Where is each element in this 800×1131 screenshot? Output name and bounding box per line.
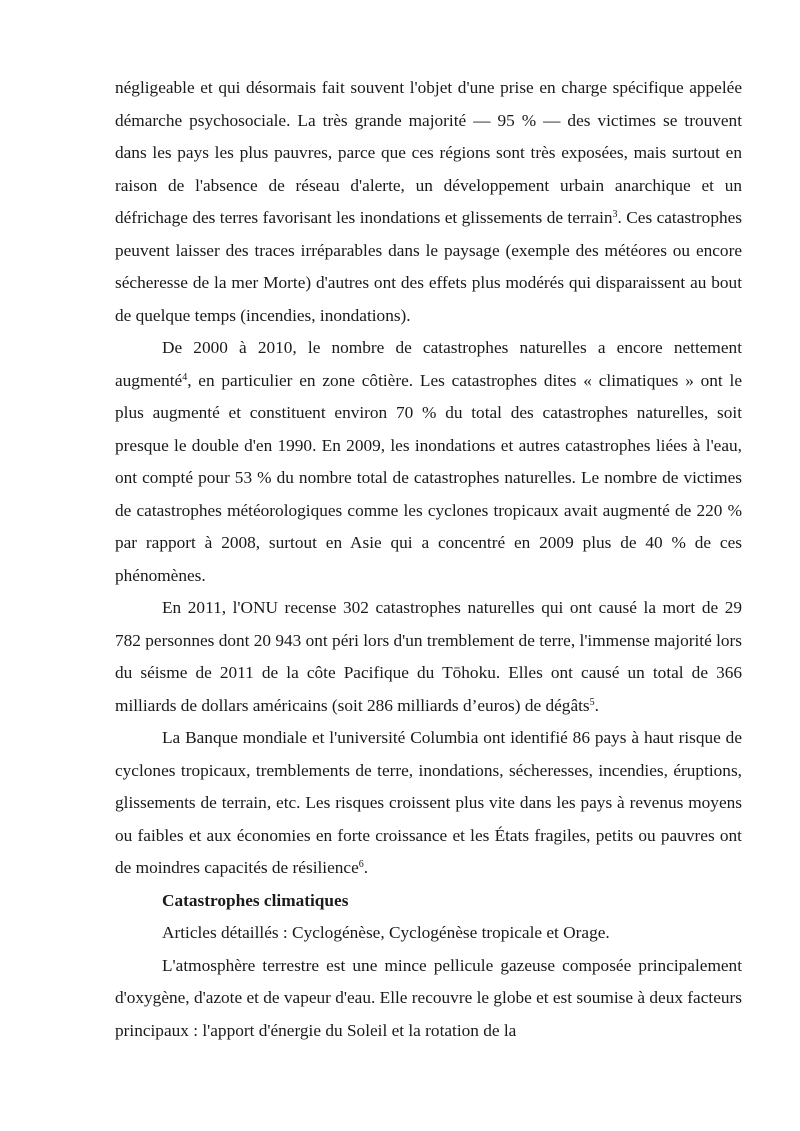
paragraph-2000-2010 <box>115 332 742 592</box>
paragraph-text: En 2011, l'ONU recense 302 catastrophes naturelles qui ont causé la mort de 29 782 personnes dont 20 943 ont péri lors d'un tremblement de terre, l'immense majorité lors du séisme de 2011 de la côte Pacifique du Tōhoku. Elles ont causé un total de 366 milliards de dollars américains (soit 286 milliards d’euros) de dégâts <box>115 598 742 715</box>
paragraph-atmosphere: L'atmosphère terrestre est une mince pellicule gazeuse composée principalement d'oxygène, d'azote et de vapeur d'eau. Elle recouvre le globe et est soumise à deux facteurs principaux : l'apport d'énergie du Soleil et la rotation de la <box>115 955 742 1040</box>
paragraph-2011 <box>115 592 742 722</box>
footnote-ref-4[interactable]: 4 <box>182 371 188 383</box>
section-heading: Catastrophes climatiques <box>162 890 349 910</box>
paragraph-text: négligeable et qui désormais fait souvent l'objet d'une prise en charge spécifique appelée démarche psychosociale. La très grande majorité — 95 % — des victimes se trouvent dans les pays les plus pauvres, parce que ces régions sont très exposées, mais surtout en raison de l'absence de réseau d'alerte, un développement urbain anarchique et un défrichage des terres favorisant les inondations et glissements de terrain <box>115 78 742 227</box>
footnote-ref-5[interactable]: 5 <box>589 696 595 708</box>
paragraph-text: De 2000 à 2010, le nombre de catastrophes naturelles a encore nettement augmenté <box>115 338 742 390</box>
paragraph-text: . <box>594 695 599 715</box>
paragraph-text: La Banque mondiale et l'université Columbia ont identifié 86 pays à haut risque de cyclones tropicaux, tremblements de terre, inondations, sécheresses, incendies, éruptions, glissements de terrain, etc. Les risques croissent plus vite dans les pays à revenus moyens ou faibles et aux économies en forte croissance et les États fragiles, petits ou pauvres ont de moindres capacités de résilience <box>115 728 742 877</box>
document-page <box>115 72 742 1047</box>
footnote-ref-6[interactable]: 6 <box>358 859 364 870</box>
paragraph-text: . Ces catastrophes peuvent laisser des traces irréparables dans le paysage (exemple des météores ou encore sécheresse de la mer Morte) d'autres ont des effets plus modérés qui disparaissent au bout de quelque temps (incendies, inondations). <box>115 208 742 325</box>
footnote-ref-3[interactable]: 3 <box>612 209 618 220</box>
paragraph-text: . <box>363 858 369 877</box>
paragraph-text: , en particulier en zone côtière. Les catastrophes dites « climatiques » ont le plus augmenté et constituent environ 70 % du total des catastrophes naturelles, soit presque le double d'en 1990. En 2009, les inondations et autres catastrophes liées à l'eau, ont compté pour 53 % du nombre total de catastrophes naturelles. Le nombre de victimes de catastrophes météorologiques comme les cyclones tropicaux avait augmenté de 220 % par rapport à 2008, surtout en Asie qui a concentré en 2009 plus de 40 % de ces phénomènes. <box>115 370 742 585</box>
paragraph-victims <box>115 72 742 332</box>
paragraph-world-bank <box>115 722 742 885</box>
detailed-articles-line: Articles détaillés : Cyclogénèse, Cyclogénèse tropicale et Orage. <box>162 923 610 942</box>
